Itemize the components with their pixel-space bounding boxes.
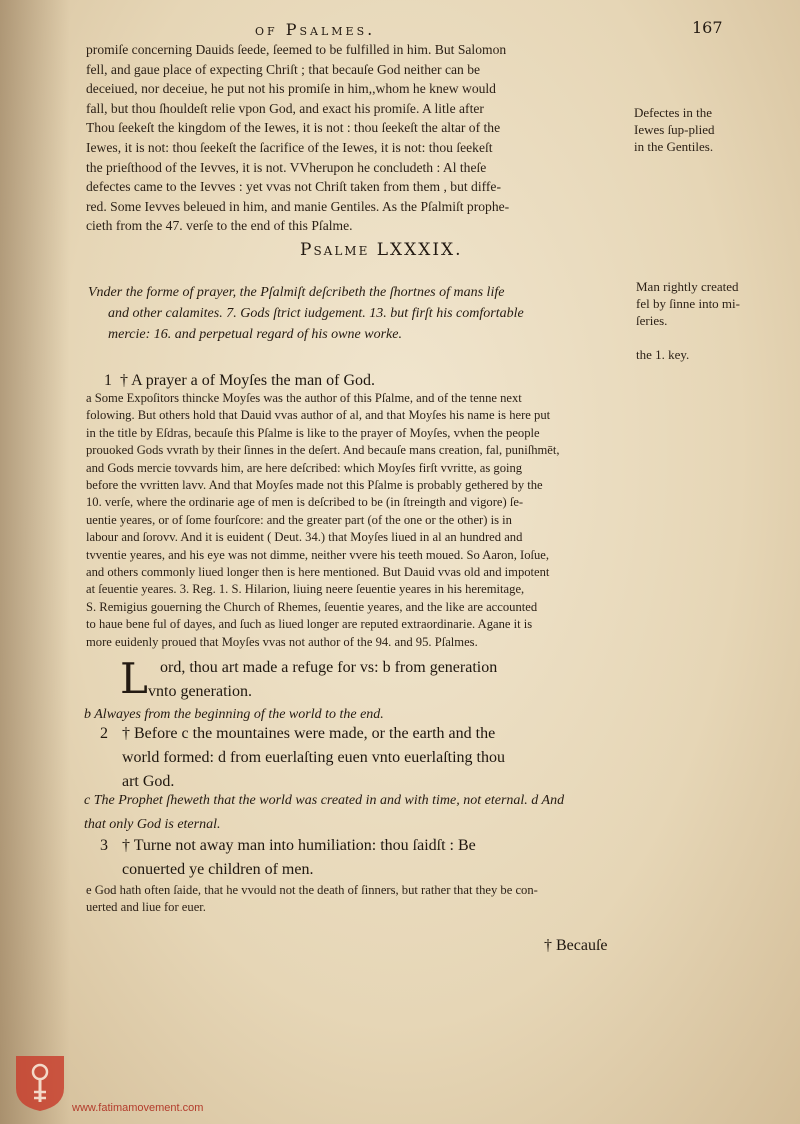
watermark-logo-icon	[14, 1054, 66, 1112]
note-line: uentie yeares, or of ſome fourſcore: and the greater part (of the one or the other) is in	[86, 512, 512, 527]
text-line: fell, and gaue place of expecting Chriſt ; that becauſe God neither can be	[86, 61, 481, 77]
text-line: fall, but thou ſhouldeſt relie vpon God, and exact his promiſe. A litle after	[86, 100, 484, 116]
verse-number: 1	[104, 372, 112, 389]
note-cd-line: that only God is eternal.	[84, 817, 221, 832]
note-line: prouoked Gods vvrath by their ſinnes in the deſert. And becauſe mans creation, fal, puniſhmēt,	[86, 443, 560, 458]
verse-3-line: † Turne not away man into humiliation: thou ſaidſt : Be	[122, 837, 476, 854]
verse-2-line: world formed: d from euerlaſting euen vnto euerlaſting thou	[122, 749, 505, 766]
note-line: to haue bene ful of dayes, and ſuch as liued longer are reputed extraordinarie. Agane it is	[86, 617, 533, 632]
verse-lord-line: ord, thou art made a refuge for vs: b from generation	[160, 659, 498, 676]
argument-line: Vnder the forme of prayer, the Pſalmiſt deſcribeth the ſhortnes of mans life	[88, 285, 505, 300]
note-line: labour and ſorovv. And it is euident ( Deut. 34.) that Moyſes liued in al an hundred and	[86, 530, 523, 545]
text-line: Iewes, it is not: thou ſeekeſt the ſacrifice of the Iewes, it is not: thou ſeekeſt	[86, 139, 493, 155]
note-line: at ſeuentie yeares. 3. Reg. 1. S. Hilarion, liuing neere ſeuentie yeares in his heremitage,	[86, 582, 525, 597]
note-line: S. Remigius gouerning the Church of Rhemes, ſeuentie yeares, and the like are accounted	[86, 599, 538, 614]
note-e-line: uerted and liue for euer.	[86, 900, 206, 914]
note-line: and Gods mercie tovvards him, are here deſcribed: which Moyſes firſt vvritte, as going	[86, 460, 523, 475]
note-a	[86, 390, 560, 651]
catchword: † Becauſe	[544, 937, 608, 954]
verse-2-line: art God.	[122, 773, 175, 790]
note-b: b Alwayes from the beginning of the world to the end.	[84, 707, 384, 722]
note-line: and others commonly liued longer then is here mentioned. But Dauid vvas old and impotent	[86, 565, 550, 580]
verse-2-line: † Before c the mountaines were made, or the earth and the	[122, 725, 496, 742]
note-line: 10. verſe, where the ordinarie age of men is deſcribed to be (in ſtreingth and vigore) ſe-	[86, 495, 524, 510]
note-e-line: e God hath often ſaide, that he vvould not the death of ſinners, but rather that they be con-	[86, 883, 538, 897]
running-header: of Psalmes.	[255, 20, 376, 39]
note-line: tvventie yeares, and his eye was not dimme, neither vvere his teeth moued. So Aaron, Ioſue,	[86, 547, 550, 562]
verse-lord-line: vnto generation.	[148, 683, 252, 700]
margin-note-defectes: Defectes in the Iewes ſup-plied in the Gentiles.	[634, 105, 715, 154]
margin-note-key: the 1. key.	[636, 347, 690, 362]
argument-line: and other calamites. 7. Gods ſtrict iudgement. 13. but firſt his comfortable	[108, 306, 524, 321]
drop-cap: L	[120, 654, 148, 703]
text-line: defectes came to the Ievves : yet vvas not Chriſt taken from them , but diffe-	[86, 179, 501, 195]
margin-note-man-created: Man rightly created fel by ſinne into mi-ſeries.	[636, 279, 740, 328]
psalm-title: Psalme LXXXIX.	[300, 240, 463, 260]
note-line: in the title by Eſdras, becauſe this Pſalme is like to the prayer of Moyſes, vvhen the people	[86, 425, 540, 440]
verse-3-line: conuerted ye children of men.	[122, 861, 314, 878]
note-line: before the vvritten lavv. And that Moyſes made not this Pſalme is probably gethered by the	[86, 478, 543, 493]
watermark-url: www.fatimamovement.com	[72, 1102, 204, 1114]
text-line: cieth from the 47. verſe to the end of this Pſalme.	[86, 218, 353, 234]
text-line: Thou ſeekeſt the kingdom of the Iewes, it is not : thou ſeekeſt the altar of the	[86, 120, 501, 136]
text-line: the prieſthood of the Ievves, it is not. VVherupon he concludeth : Al theſe	[86, 159, 487, 175]
verse-number: 3	[100, 837, 108, 854]
page-number: 167	[692, 18, 723, 37]
text-line: promiſe concerning Dauids ſeede, ſeemed to be fulfilled in him. But Salomon	[86, 42, 507, 57]
verse-1	[104, 369, 375, 392]
top-commentary	[86, 40, 509, 236]
verse-text: † A prayer a of Moyſes the man of God.	[120, 372, 376, 389]
note-cd-line: c The Prophet ſheweth that the world was created in and with time, not eternal. d And	[84, 793, 565, 808]
note-line: more euidenly proued that Moyſes vvas not author of the 94. and 95. Pſalmes.	[86, 634, 478, 649]
verse-number: 2	[100, 725, 108, 742]
text-line: deceiued, nor deceiue, he put not his promiſe in him,,whom he knew would	[86, 81, 496, 97]
note-line: folowing. But others hold that Dauid vvas author of al, and that Moyſes his name is here put	[86, 408, 551, 423]
note-line: a Some Expoſitors thincke Moyſes was the author of this Pſalme, and of the tenne next	[86, 391, 522, 405]
text-line: red. Some Ievves beleued in him, and manie Gentiles. As the Pſalmiſt prophe-	[86, 198, 510, 214]
argument-line: mercie: 16. and perpetual regard of his owne worke.	[108, 327, 402, 342]
